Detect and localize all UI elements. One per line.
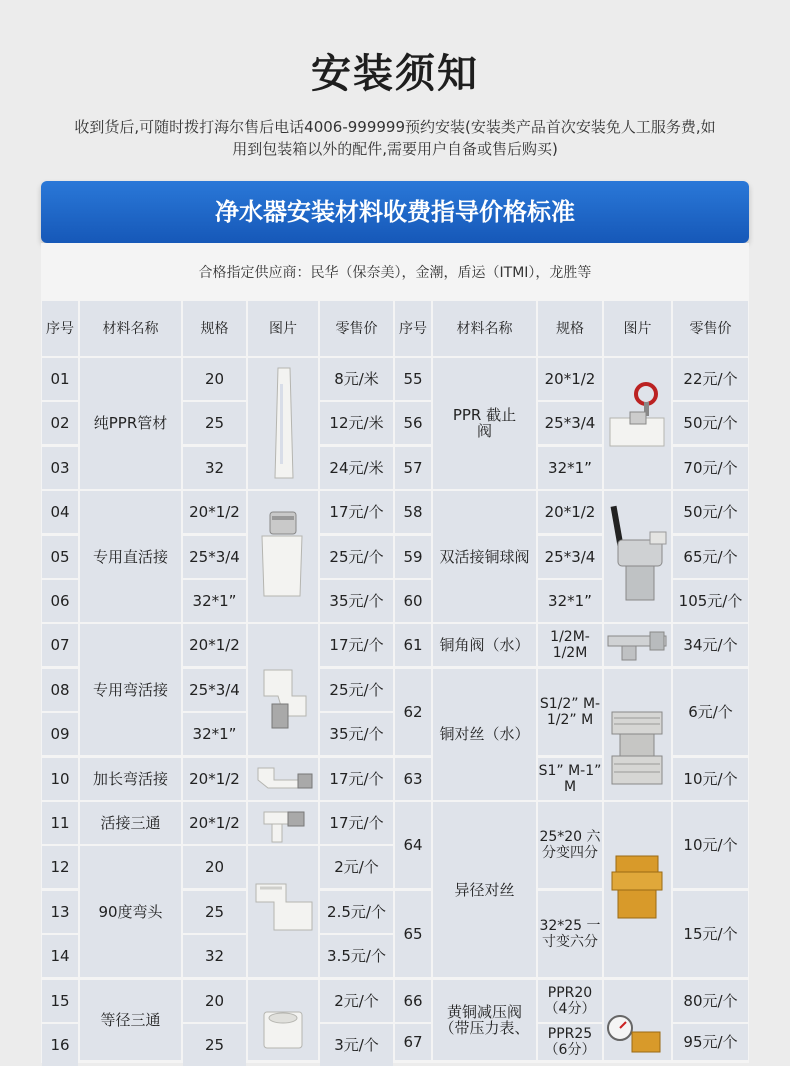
spec-cell: 32*25 一寸变六分 bbox=[538, 891, 602, 977]
page-title: 安装须知 bbox=[311, 51, 479, 97]
brass-nipple-icon bbox=[606, 708, 668, 788]
header-cell: 图片 bbox=[604, 301, 671, 356]
price-table-banner: 净水器安装材料收费指导价格标准 bbox=[41, 181, 749, 243]
price-cell: 12元/米 bbox=[320, 402, 393, 444]
material-name: 异径对丝 bbox=[433, 802, 536, 977]
spec-cell: 32 bbox=[183, 447, 246, 489]
price-cell: 22元/个 bbox=[673, 358, 748, 400]
spec-cell: 25 bbox=[183, 891, 246, 933]
spec-cell: 25*3/4 bbox=[183, 536, 246, 578]
row-number: 14 bbox=[42, 935, 78, 977]
row-number: 08 bbox=[42, 669, 78, 711]
price-cell: 65元/个 bbox=[673, 536, 748, 578]
material-name: 等径三通 bbox=[80, 980, 181, 1060]
row-number: 10 bbox=[42, 758, 78, 800]
spec-cell: 20*1/2 bbox=[538, 491, 602, 533]
row-number: 09 bbox=[42, 713, 78, 755]
spec-cell: S1” M-1” M bbox=[538, 758, 602, 800]
price-cell: 10元/个 bbox=[673, 802, 748, 888]
spec-cell: 20 bbox=[183, 980, 246, 1022]
spec-cell: 32*1” bbox=[538, 447, 602, 489]
spec-cell: PPR20（4分） bbox=[538, 980, 602, 1022]
price-cell: 17元/个 bbox=[320, 802, 393, 844]
spec-cell: 20*1/2 bbox=[183, 802, 246, 844]
spec-cell: 32*1” bbox=[183, 580, 246, 622]
angle-valve-icon bbox=[604, 628, 670, 662]
row-number: 05 bbox=[42, 536, 78, 578]
ball-valve-icon bbox=[606, 502, 668, 606]
material-name: 活接三通 bbox=[80, 802, 181, 844]
price-cell: 95元/个 bbox=[673, 1024, 748, 1060]
header-cell: 规格 bbox=[183, 301, 246, 356]
spec-cell: 1/2M-1/2M bbox=[538, 624, 602, 666]
material-name: 90度弯头 bbox=[80, 846, 181, 977]
price-cell: 25元/个 bbox=[320, 536, 393, 578]
price-cell: 24元/米 bbox=[320, 447, 393, 489]
spec-cell: 25*3/4 bbox=[538, 536, 602, 578]
price-cell: 3.5元/个 bbox=[320, 935, 393, 977]
price-cell: 2元/个 bbox=[320, 846, 393, 888]
header-cell: 序号 bbox=[395, 301, 431, 356]
material-name: 专用直活接 bbox=[80, 491, 181, 622]
material-name: 双活接铜球阀 bbox=[433, 491, 536, 622]
price-cell: 70元/个 bbox=[673, 447, 748, 489]
spec-cell: 25*3/4 bbox=[538, 402, 602, 444]
spec-cell: 25*20 六分变四分 bbox=[538, 802, 602, 888]
elbow-90-icon bbox=[252, 878, 316, 934]
spec-cell: 25*3/4 bbox=[183, 669, 246, 711]
straight-union-icon bbox=[256, 508, 308, 600]
row-number: 61 bbox=[395, 624, 431, 666]
spec-cell: 20*1/2 bbox=[538, 358, 602, 400]
row-number: 55 bbox=[395, 358, 431, 400]
header-cell: 序号 bbox=[42, 301, 78, 356]
material-name: PPR 截止阀 bbox=[433, 358, 536, 489]
material-name: 黄铜减压阀（带压力表、 bbox=[433, 980, 536, 1060]
material-name: 加长弯活接 bbox=[80, 758, 181, 800]
price-cell: 8元/米 bbox=[320, 358, 393, 400]
stop-valve-icon bbox=[606, 380, 668, 452]
header-cell: 材料名称 bbox=[433, 301, 536, 356]
row-number: 59 bbox=[395, 536, 431, 578]
material-name: 铜角阀（水） bbox=[433, 624, 536, 666]
price-cell: 15元/个 bbox=[673, 891, 748, 977]
spec-cell: 32*1” bbox=[183, 713, 246, 755]
ppr-pipe-icon bbox=[268, 364, 300, 482]
spec-cell: 25 bbox=[183, 1024, 246, 1066]
pressure-reducing-valve-icon bbox=[606, 1012, 664, 1053]
row-number: 66 bbox=[395, 980, 431, 1022]
price-cell: 34元/个 bbox=[673, 624, 748, 666]
union-tee-icon bbox=[260, 806, 310, 846]
reducing-nipple-icon bbox=[608, 852, 666, 922]
price-cell: 6元/个 bbox=[673, 669, 748, 755]
price-cell: 10元/个 bbox=[673, 758, 748, 800]
row-number: 13 bbox=[42, 891, 78, 933]
price-cell: 25元/个 bbox=[320, 669, 393, 711]
header-cell: 零售价 bbox=[320, 301, 393, 356]
row-number: 58 bbox=[395, 491, 431, 533]
material-name: 纯PPR管材 bbox=[80, 358, 181, 489]
spec-cell: 32 bbox=[183, 935, 246, 977]
spec-cell: 20 bbox=[183, 846, 246, 888]
spec-cell: S1/2” M-1/2” M bbox=[538, 669, 602, 755]
row-number: 15 bbox=[42, 980, 78, 1022]
row-number: 03 bbox=[42, 447, 78, 489]
row-number: 62 bbox=[395, 669, 431, 755]
price-cell: 2元/个 bbox=[320, 980, 393, 1022]
material-name: 铜对丝（水） bbox=[433, 669, 536, 800]
elbow-union-icon bbox=[258, 660, 310, 732]
price-cell: 17元/个 bbox=[320, 624, 393, 666]
row-number: 56 bbox=[395, 402, 431, 444]
supplier-line: 合格指定供应商：民华（保奈美），金潮，盾运（ITMI），龙胜等 bbox=[198, 265, 592, 281]
row-number: 64 bbox=[395, 802, 431, 888]
row-number: 63 bbox=[395, 758, 431, 800]
price-cell: 35元/个 bbox=[320, 580, 393, 622]
row-number: 07 bbox=[42, 624, 78, 666]
row-number: 02 bbox=[42, 402, 78, 444]
row-number: 67 bbox=[395, 1024, 431, 1060]
price-cell: 50元/个 bbox=[673, 402, 748, 444]
install-notice: 收到货后,可随时拨打海尔售后电话4006-999999预约安装(安装类产品首次安装免人工服务费,如用到包装箱以外的配件,需要用户自备或售后购买) bbox=[74, 118, 716, 158]
equal-tee-icon bbox=[258, 1008, 308, 1053]
row-number: 60 bbox=[395, 580, 431, 622]
price-cell: 17元/个 bbox=[320, 758, 393, 800]
price-cell: 50元/个 bbox=[673, 491, 748, 533]
price-cell: 80元/个 bbox=[673, 980, 748, 1022]
spec-cell: 25 bbox=[183, 402, 246, 444]
spec-cell: 20 bbox=[183, 358, 246, 400]
price-cell: 3元/个 bbox=[320, 1024, 393, 1066]
row-number: 01 bbox=[42, 358, 78, 400]
material-name: 专用弯活接 bbox=[80, 624, 181, 755]
price-cell: 17元/个 bbox=[320, 491, 393, 533]
price-cell: 35元/个 bbox=[320, 713, 393, 755]
price-cell: 105元/个 bbox=[673, 580, 748, 622]
spec-cell: 20*1/2 bbox=[183, 758, 246, 800]
row-number: 12 bbox=[42, 846, 78, 888]
row-number: 57 bbox=[395, 447, 431, 489]
price-cell: 2.5元/个 bbox=[320, 891, 393, 933]
row-number: 11 bbox=[42, 802, 78, 844]
header-cell: 零售价 bbox=[673, 301, 748, 356]
header-cell: 材料名称 bbox=[80, 301, 181, 356]
row-number: 65 bbox=[395, 891, 431, 977]
row-number: 06 bbox=[42, 580, 78, 622]
spec-cell: 32*1” bbox=[538, 580, 602, 622]
header-cell: 规格 bbox=[538, 301, 602, 356]
long-elbow-union-icon bbox=[254, 762, 316, 792]
spec-cell: PPR25（6分） bbox=[538, 1024, 602, 1060]
row-number: 04 bbox=[42, 491, 78, 533]
header-cell: 图片 bbox=[248, 301, 318, 356]
spec-cell: 20*1/2 bbox=[183, 491, 246, 533]
row-number: 16 bbox=[42, 1024, 78, 1066]
spec-cell: 20*1/2 bbox=[183, 624, 246, 666]
